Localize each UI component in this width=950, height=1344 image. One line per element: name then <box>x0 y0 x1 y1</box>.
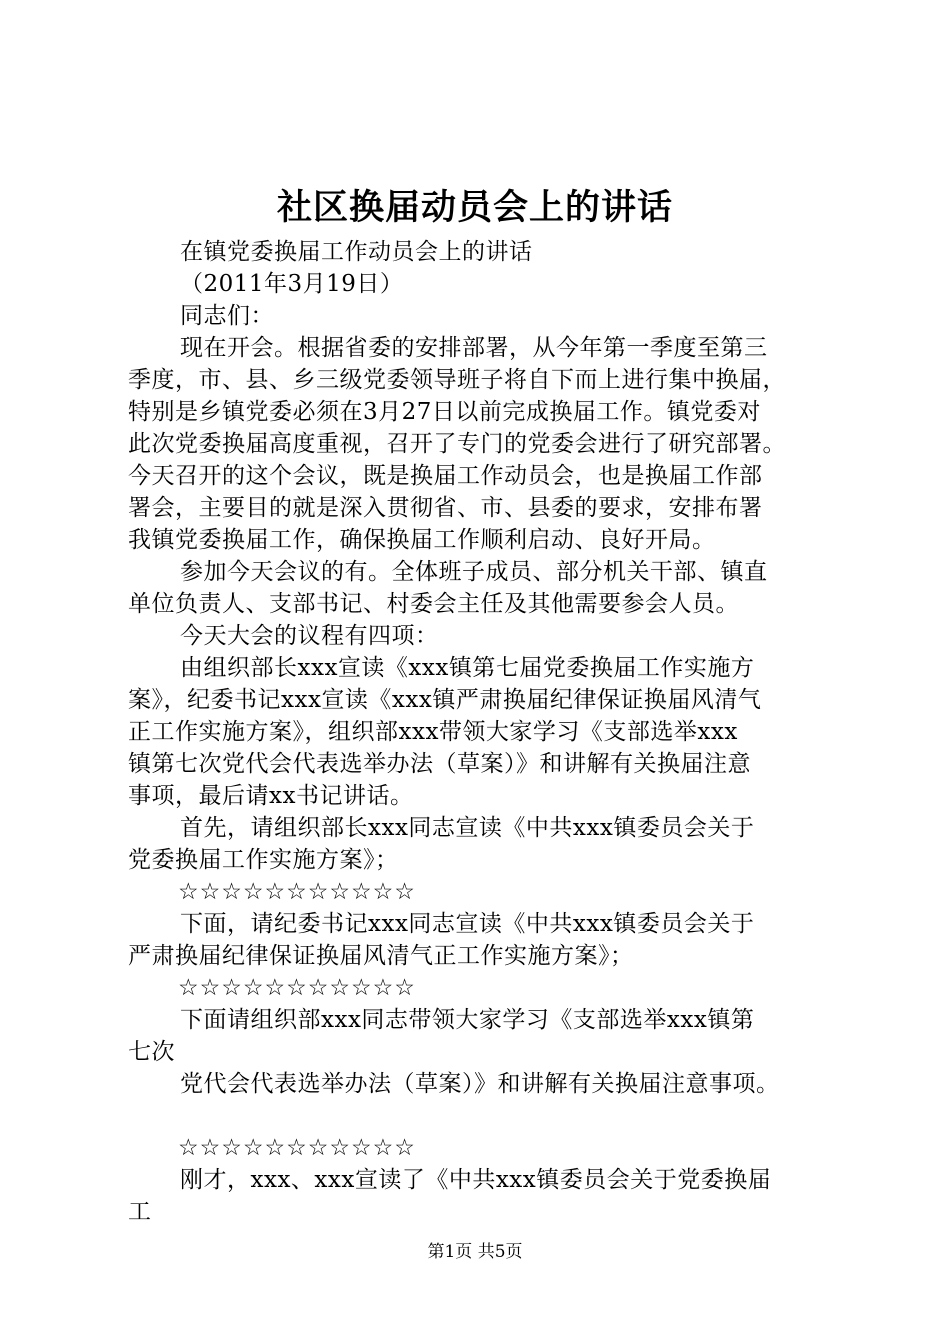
paragraph-line: 工 <box>128 1199 152 1225</box>
star-separator: ☆☆☆☆☆☆☆☆☆☆☆ <box>178 1135 416 1161</box>
paragraph-line: 七次 <box>128 1039 175 1065</box>
paragraph-line: 特别是乡镇党委必须在3月27日以前完成换届工作。镇党委对 <box>128 399 761 425</box>
paragraph-line: 单位负责人、支部书记、村委会主任及其他需要参会人员。 <box>128 591 739 617</box>
document-title: 社区换届动员会上的讲话 <box>276 187 673 228</box>
paragraph-line: 现在开会。根据省委的安排部署，从今年第一季度至第三 <box>180 335 768 361</box>
paragraph-line: 我镇党委换届工作，确保换届工作顺利启动、良好开局。 <box>128 527 716 553</box>
blank-line <box>128 1100 838 1132</box>
date-line: （2011年3月19日） <box>180 271 404 297</box>
paragraph-line: 镇第七次党代会代表选举办法（草案）》和讲解有关换届注意 <box>128 751 751 777</box>
paragraph-line: 下面，请纪委书记xxx同志宣读《中共xxx镇委员会关于 <box>180 911 755 937</box>
paragraph-line: 参加今天会议的有。全体班子成员、部分机关干部、镇直 <box>180 559 768 585</box>
paragraph-line: 刚才，xxx、xxx宣读了《中共xxx镇委员会关于党委换届 <box>180 1167 772 1193</box>
paragraph-line: 首先，请组织部长xxx同志宣读《中共xxx镇委员会关于 <box>180 815 755 841</box>
salutation-line: 同志们： <box>180 303 274 329</box>
paragraph-line: 案》，纪委书记xxx宣读《xxx镇严肃换届纪律保证换届风清气 <box>128 687 762 713</box>
page-footer: 第1页 共5页 <box>427 1242 523 1262</box>
star-separator: ☆☆☆☆☆☆☆☆☆☆☆ <box>178 975 416 1001</box>
paragraph-line: 党代会代表选举办法（草案）》和讲解有关换届注意事项。 <box>180 1071 780 1097</box>
paragraph-line: 今天召开的这个会议，既是换届工作动员会，也是换届工作部 <box>128 463 763 489</box>
paragraph-line: 事项，最后请xx书记讲话。 <box>128 783 414 809</box>
paragraph-line: 署会，主要目的就是深入贯彻省、市、县委的要求，安排布署 <box>128 495 763 521</box>
paragraph-line: 此次党委换届高度重视，召开了专门的党委会进行了研究部署。 <box>128 431 786 457</box>
subtitle-line: 在镇党委换届工作动员会上的讲话 <box>180 239 533 265</box>
paragraph-line: 季度，市、县、乡三级党委领导班子将自下而上进行集中换届， <box>128 367 786 393</box>
star-separator: ☆☆☆☆☆☆☆☆☆☆☆ <box>178 879 416 905</box>
paragraph-line: 严肃换届纪律保证换届风清气正工作实施方案》； <box>128 943 634 969</box>
paragraph-line: 今天大会的议程有四项： <box>180 623 439 649</box>
paragraph-line: 正工作实施方案》，组织部xxx带领大家学习《支部选举xxx <box>128 719 738 745</box>
paragraph-line: 由组织部长xxx宣读《xxx镇第七届党委换届工作实施方 <box>180 655 755 681</box>
paragraph-line: 党委换届工作实施方案》； <box>128 847 399 873</box>
paragraph-line: 下面请组织部xxx同志带领大家学习《支部选举xxx镇第 <box>180 1007 755 1033</box>
document-body <box>128 236 838 1228</box>
